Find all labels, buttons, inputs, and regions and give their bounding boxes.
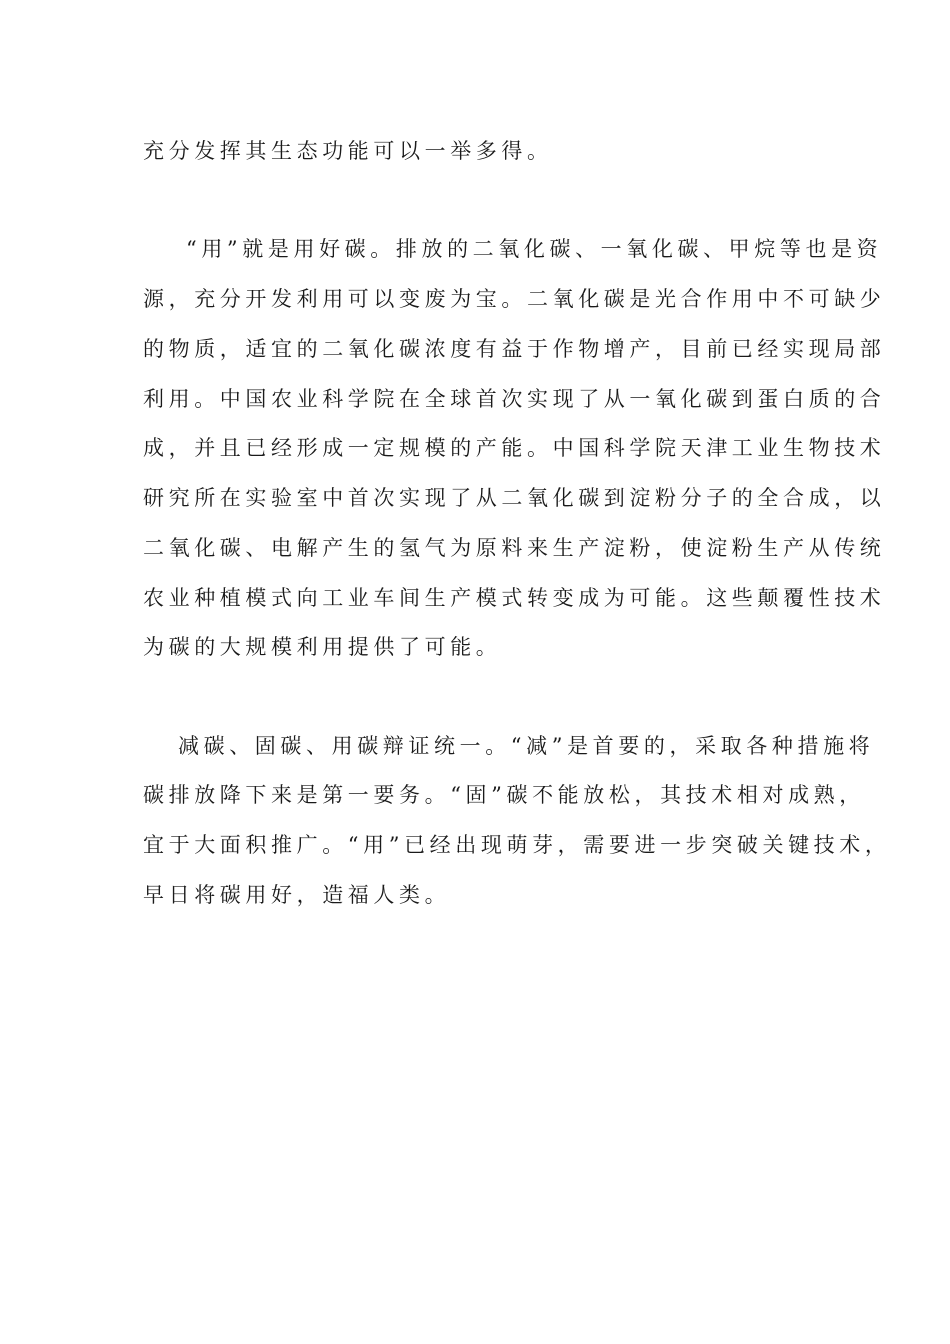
paragraph-3-line-1: 减碳、固碳、用碳辩证统一。“减”是首要的，采取各种措施将 — [178, 734, 875, 758]
paragraph-1-line-1: 充分发挥其生态功能可以一举多得。 — [143, 139, 553, 163]
paragraph-2-line-1: “用”就是用好碳。排放的二氧化碳、一氧化碳、甲烷等也是资 — [186, 237, 883, 261]
paragraph-2-line-3: 的物质，适宜的二氧化碳浓度有益于作物增产，目前已经实现局部 — [143, 337, 886, 361]
paragraph-2-line-7: 二氧化碳、电解产生的氢气为原料来生产淀粉，使淀粉生产从传统 — [143, 536, 886, 560]
paragraph-2-line-4: 利用。中国农业科学院在全球首次实现了从一氧化碳到蛋白质的合 — [143, 387, 886, 411]
paragraph-3-line-3: 宜于大面积推广。“用”已经出现萌芽，需要进一步突破关键技术， — [143, 833, 891, 857]
paragraph-3-line-2: 碳排放降下来是第一要务。“固”碳不能放松，其技术相对成熟， — [143, 783, 865, 807]
paragraph-2-line-2: 源，充分开发利用可以变废为宝。二氧化碳是光合作用中不可缺少 — [143, 287, 886, 311]
paragraph-3-line-4: 早日将碳用好，造福人类。 — [143, 883, 451, 907]
paragraph-2-line-5: 成，并且已经形成一定规模的产能。中国科学院天津工业生物技术 — [143, 436, 886, 460]
paragraph-2-line-9: 为碳的大规模利用提供了可能。 — [143, 635, 502, 659]
paragraph-2-line-6: 研究所在实验室中首次实现了从二氧化碳到淀粉分子的全合成，以 — [143, 486, 886, 510]
paragraph-2-line-8: 农业种植模式向工业车间生产模式转变成为可能。这些颠覆性技术 — [143, 586, 886, 610]
